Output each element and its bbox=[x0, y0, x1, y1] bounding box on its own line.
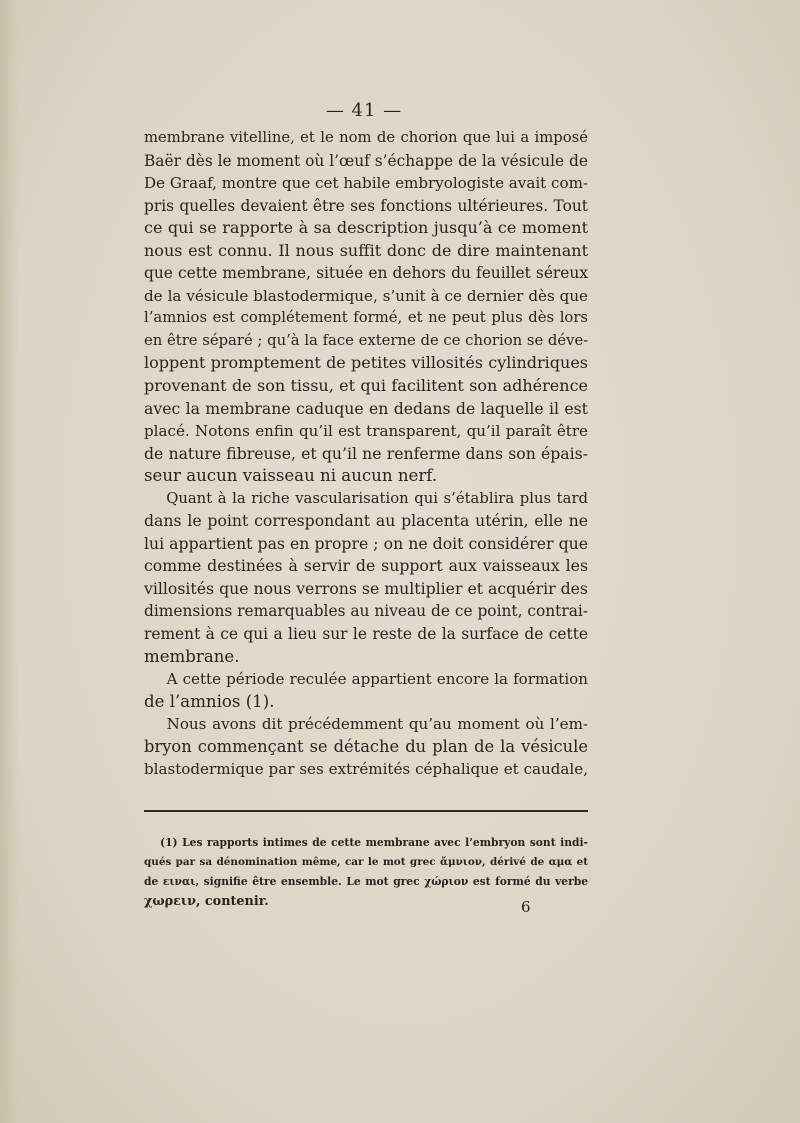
text-line: comme destinées à servir de support aux vaisseaux les bbox=[144, 556, 588, 576]
footnote-rule bbox=[144, 810, 588, 812]
text-line: loppent promptement de petites villosités cylindriques bbox=[144, 353, 588, 373]
text-line: lui appartient pas en propre ; on ne doit considérer que bbox=[144, 533, 588, 553]
text-line: nous est connu. Il nous suffit donc de dire maintenant bbox=[144, 240, 588, 260]
text-line: de la vésicule blastodermique, s’unit à ce dernier dès que bbox=[144, 286, 588, 305]
text-line: Nous avons dit précédemment qu’au moment où l’em- bbox=[144, 715, 588, 734]
text-line: dimensions remarquables au niveau de ce point, contrai- bbox=[144, 602, 589, 621]
text-line: de l’amnios (1). bbox=[144, 691, 275, 711]
text-line: rement à ce qui a lieu sur le reste de la surface de cette bbox=[144, 625, 588, 644]
signature-mark: 6 bbox=[521, 898, 531, 916]
text-line: membrane vitelline, et le nom de chorion que lui a imposé bbox=[144, 129, 588, 146]
text-line: pris quelles devaient être ses fonctions ultérieures. Tout bbox=[144, 196, 588, 215]
text-line: A cette période reculée appartient encore la formation bbox=[144, 670, 588, 689]
text-line: placé. Notons enfin qu’il est transparent, qu’il paraît être bbox=[144, 422, 588, 441]
text-line: ce qui se rapporte à sa description jusqu’à ce moment bbox=[144, 218, 588, 238]
body-text bbox=[144, 127, 588, 781]
footnote-line: de ειναι, signifie être ensemble. Le mot grec χώριον est formé du verbe bbox=[144, 875, 588, 888]
text-line: Quant à la riche vascularisation qui s’établira plus tard bbox=[144, 489, 588, 507]
footnote-line: χωρειν, contenir. bbox=[144, 893, 269, 909]
text-line: dans le point correspondant au placenta utérin, elle ne bbox=[144, 511, 588, 531]
text-line: avec la membrane caduque en dedans de laquelle il est bbox=[144, 398, 588, 418]
text-line: en être séparé ; qu’à la face externe de ce chorion se déve- bbox=[144, 331, 589, 349]
footnote-line: qués par sa dénomination même, car le mot grec ἄμνιον, dérivé de αμα et bbox=[144, 855, 588, 868]
page-edge-shadow bbox=[0, 0, 18, 1123]
text-line: De Graaf, montre que cet habile embryologiste avait com- bbox=[144, 174, 588, 193]
page-number: — 41 — bbox=[325, 100, 403, 121]
footnote-line: (1) Les rapports intimes de cette membrane avec l’embryon sont indi- bbox=[144, 836, 588, 849]
text-line: Baër dès le moment où l’œuf s’échappe de la vésicule de bbox=[144, 151, 588, 170]
text-line: de nature fibreuse, et qu’il ne renferme dans son épais- bbox=[144, 443, 588, 463]
text-line: provenant de son tissu, et qui facilitent son adhérence bbox=[144, 376, 588, 396]
text-line: blastodermique par ses extrémités céphalique et caudale, bbox=[144, 760, 588, 779]
text-line: l’amnios est complétement formé, et ne peut plus dès lors bbox=[144, 309, 588, 327]
text-line: que cette membrane, située en dehors du feuillet séreux bbox=[144, 264, 588, 283]
text-line: bryon commençant se détache du plan de la vésicule bbox=[144, 736, 588, 756]
text-line: villosités que nous verrons se multiplier et acquérir des bbox=[144, 578, 588, 598]
text-line: membrane. bbox=[144, 646, 240, 666]
text-line: seur aucun vaisseau ni aucun nerf. bbox=[144, 466, 438, 486]
